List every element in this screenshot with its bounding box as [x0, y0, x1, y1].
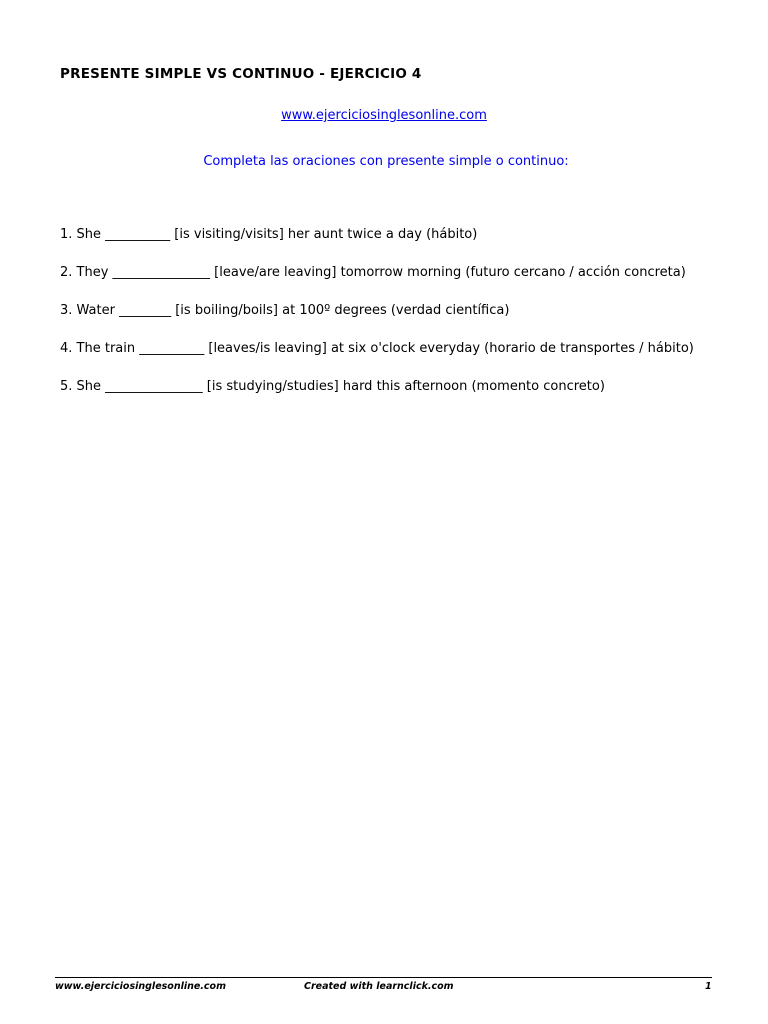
website-link[interactable]: www.ejerciciosinglesonline.com [281, 108, 487, 123]
question-list [60, 225, 710, 415]
instruction-text: Completa las oraciones con presente simple o continuo: [203, 154, 569, 169]
question-item: 2. They _______________ [leave/are leaving] tomorrow morning (futuro cercano / acción concreta) [60, 265, 686, 280]
footer-website: www.ejerciciosinglesonline.com [55, 981, 226, 992]
page-title: PRESENTE SIMPLE VS CONTINUO - EJERCICIO 4 [60, 66, 422, 82]
question-item: 4. The train __________ [leaves/is leaving] at six o'clock everyday (horario de transportes / hábito) [60, 341, 694, 356]
page-number: 1 [705, 981, 712, 992]
question-item: 1. She __________ [is visiting/visits] her aunt twice a day (hábito) [60, 227, 478, 242]
footer-divider [55, 977, 712, 978]
question-item: 3. Water ________ [is boiling/boils] at 100º degrees (verdad científica) [60, 303, 510, 318]
footer-credit: Created with learnclick.com [304, 981, 454, 992]
question-item: 5. She _______________ [is studying/studies] hard this afternoon (momento concreto) [60, 379, 605, 394]
